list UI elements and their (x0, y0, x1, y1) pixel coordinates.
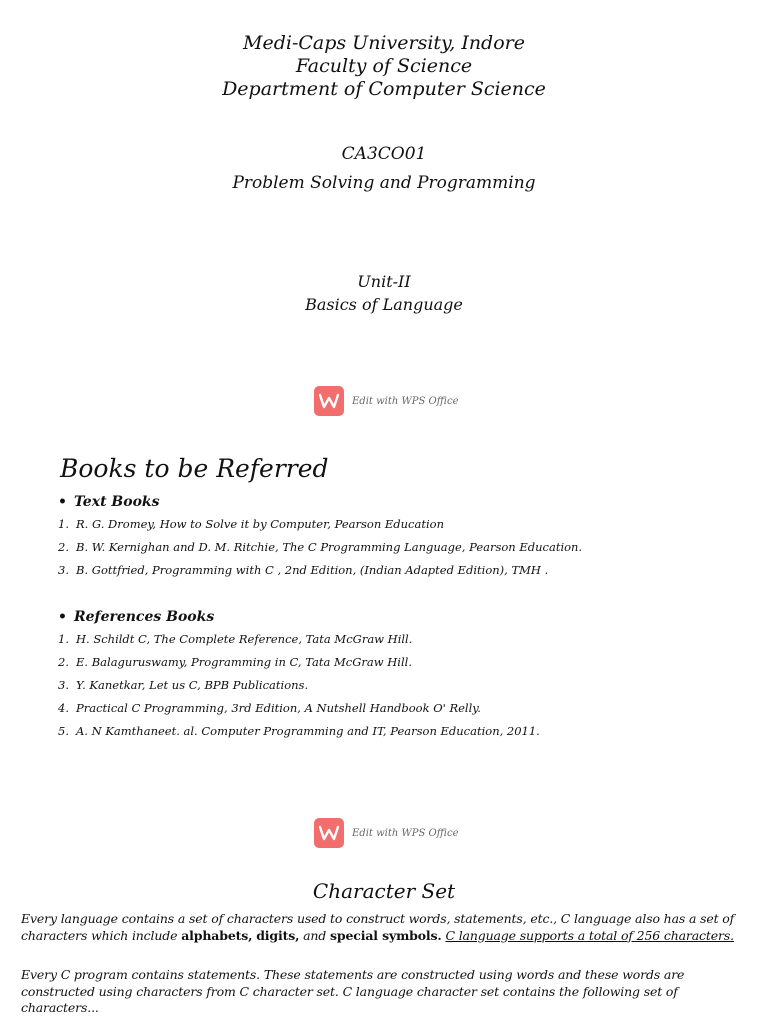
character-set-title: Character Set (312, 879, 456, 903)
books-title: Books to be Referred (60, 454, 329, 483)
unit-title: Basics of Language (305, 295, 463, 314)
bullet-icon: • (58, 494, 67, 510)
term-digits: digits, (256, 927, 300, 943)
book-citation: Y. Kanetkar, Let us C, BPB Publications. (76, 678, 309, 692)
list-number: 2. (58, 540, 69, 554)
list-number: 5. (58, 724, 69, 738)
reference-books-heading-label: References Books (74, 609, 215, 625)
list-item (58, 536, 758, 559)
wps-logo-icon (314, 818, 344, 848)
text-books-section (58, 491, 758, 582)
wps-watermark[interactable] (314, 386, 459, 416)
list-item (58, 674, 758, 697)
text-books-heading-label: Text Books (74, 494, 160, 510)
list-item (58, 697, 758, 720)
list-number: 2. (58, 655, 69, 669)
list-number: 4. (58, 701, 69, 715)
text-books-list (58, 513, 758, 582)
list-item (58, 720, 758, 743)
book-citation: E. Balaguruswamy, Programming in C, Tata McGraw Hill. (76, 655, 412, 669)
course-code: CA3CO01 (341, 144, 427, 164)
course-name: Problem Solving and Programming (232, 173, 536, 193)
course-header (0, 140, 768, 198)
wps-watermark-label: Edit with WPS Office (352, 395, 459, 407)
reference-books-section (58, 606, 758, 743)
faculty-name: Faculty of Science (295, 55, 473, 77)
list-number: 3. (58, 678, 69, 692)
book-citation: B. W. Kernighan and D. M. Ritchie, The C Programming Language, Pearson Education. (76, 540, 583, 554)
term-special-symbols: special symbols. (329, 927, 442, 943)
list-number: 3. (58, 563, 69, 577)
list-number: 1. (58, 632, 69, 646)
university-name: Medi-Caps University, Indore (243, 32, 525, 54)
para-text: Every language contains a set of characters used to construct words, statements, etc., C language also has a set of characters which include (21, 911, 735, 943)
department-name: Department of Computer Science (222, 78, 546, 100)
book-citation: B. Gottfried, Programming with C , 2nd Edition, (Indian Adapted Edition), TMH . (76, 563, 549, 577)
book-citation: R. G. Dromey, How to Solve it by Computer, Pearson Education (76, 517, 444, 531)
wps-logo-icon (314, 386, 344, 416)
list-item (58, 513, 758, 536)
book-citation: Practical C Programming, 3rd Edition, A Nutshell Handbook O' Relly. (76, 701, 481, 715)
underlined-statement: C language supports a total of 256 characters. (445, 927, 734, 943)
bullet-icon: • (58, 609, 67, 625)
unit-number: Unit-II (357, 272, 411, 291)
character-set-detail-paragraph: Every C program contains statements. These statements are constructed using words and these words are constructed using characters from C character set. C language character set contains the following set of characters... (21, 967, 685, 1015)
list-number: 1. (58, 517, 69, 531)
para-text: and (299, 927, 330, 943)
wps-watermark-label: Edit with WPS Office (352, 827, 459, 839)
character-set-intro-paragraph (21, 911, 747, 944)
institution-header (0, 32, 768, 101)
wps-watermark[interactable] (314, 818, 459, 848)
book-citation: A. N Kamthaneet. al. Computer Programming and IT, Pearson Education, 2011. (76, 724, 540, 738)
list-item (58, 651, 758, 674)
text-books-heading (58, 491, 758, 513)
list-item (58, 628, 758, 651)
reference-books-heading (58, 606, 758, 628)
unit-header (0, 270, 768, 316)
book-citation: H. Schildt C, The Complete Reference, Tata McGraw Hill. (76, 632, 413, 646)
term-alphabets: alphabets, (181, 927, 253, 943)
list-item (58, 559, 758, 582)
reference-books-list (58, 628, 758, 743)
